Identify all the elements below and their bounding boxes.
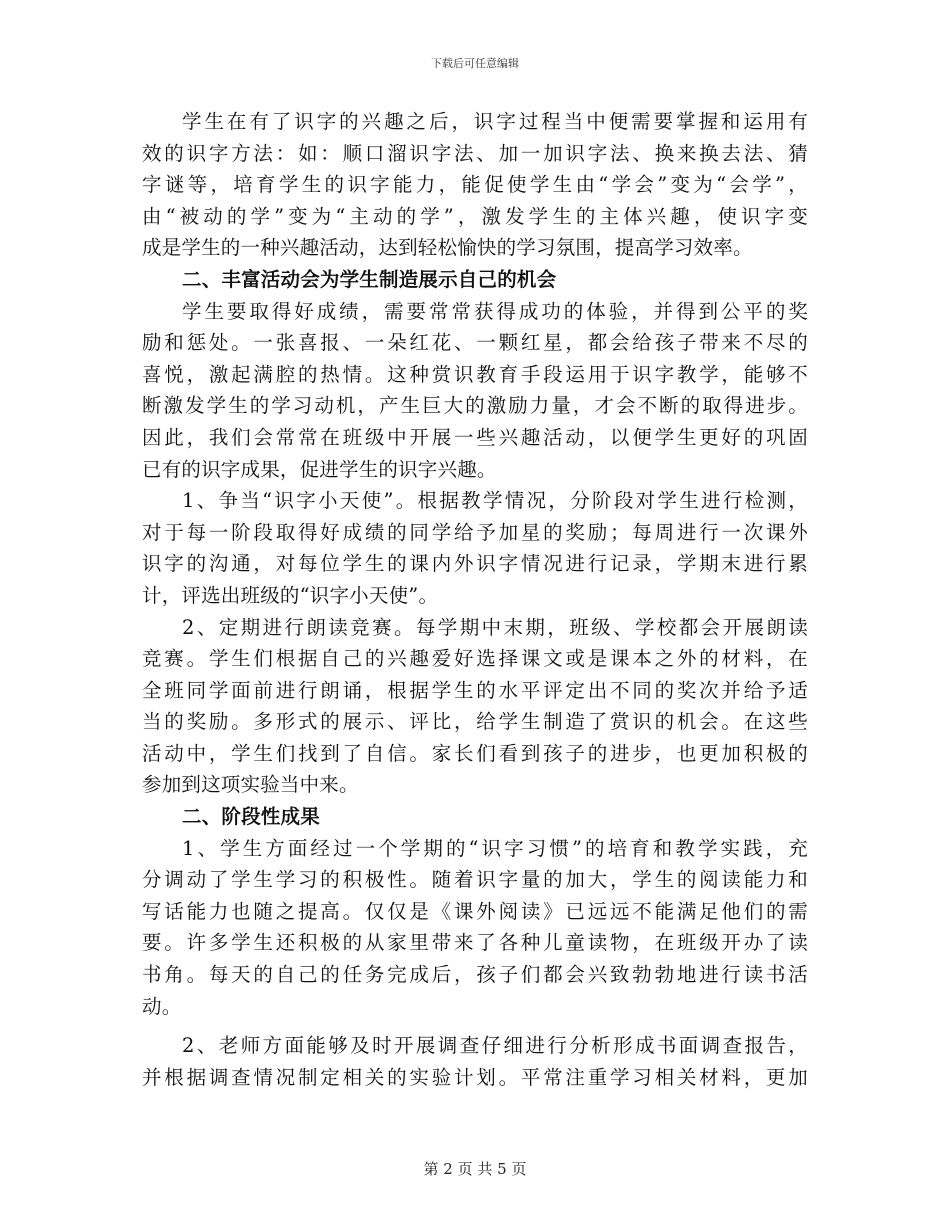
paragraph-line: 当的奖励。多形式的展示、评比，给学生制造了赏识的机会。在这些: [142, 710, 808, 734]
paragraph-line: 要。许多学生还积极的从家里带来了各种儿童读物，在班级开办了读: [142, 931, 808, 955]
paragraph-line: 效的识字方法：如：顺口溜识字法、加一加识字法、换来换去法、猜: [142, 141, 808, 165]
paragraph-line: 写话能力也随之提高。仅仅是《课外阅读》已远远不能满足他们的需: [142, 899, 808, 923]
paragraph-line: 竞赛。学生们根据自己的兴趣爱好选择课文或是课本之外的材料，在: [142, 647, 808, 671]
section-heading: 二、阶段性成果: [182, 805, 320, 829]
paragraph-line: 已有的识字成果，促进学生的识字兴趣。: [142, 457, 497, 481]
paragraph-line: 对于每一阶段取得好成绩的同学给予加星的奖励；每周进行一次课外: [142, 520, 808, 544]
paragraph-line: 参加到这项实验当中来。: [142, 773, 359, 797]
paragraph-line: 成是学生的一种兴趣活动，达到轻松愉快的学习氛围，提高学习效率。: [142, 236, 753, 260]
paragraph-line: 励和惩处。一张喜报、一朵红花、一颗红星，都会给孩子带来不尽的: [142, 331, 808, 355]
section-heading: 二、丰富活动会为学生制造展示自己的机会: [182, 267, 557, 291]
paragraph-line: 学生要取得好成绩，需要常常获得成功的体验，并得到公平的奖: [182, 299, 808, 323]
paragraph-line: 活动中，学生们找到了自信。家长们看到孩子的进步，也更加积极的: [142, 741, 808, 765]
paragraph-line: 2、老师方面能够及时开展调查仔细进行分析形成书面调查报告，: [182, 1034, 808, 1058]
paragraph-line: 2、定期进行朗读竞赛。每学期中末期，班级、学校都会开展朗读: [182, 615, 808, 639]
paragraph-gap: [142, 1022, 808, 1030]
paragraph-line: 由“被动的学”变为“主动的学”，激发学生的主体兴趣，使识字变: [142, 204, 808, 228]
page-header-note: 下载后可任意编辑: [431, 57, 519, 70]
paragraph-line: 动。: [142, 994, 182, 1018]
paragraph-line: 分调动了学生学习的积极性。随着识字量的加大，学生的阅读能力和: [142, 868, 808, 892]
paragraph-line: 1、学生方面经过一个学期的“识字习惯”的培育和教学实践，充: [182, 836, 808, 860]
paragraph-line: 全班同学面前进行朗诵，根据学生的水平评定出不同的奖次并给予适: [142, 678, 808, 702]
paragraph-line: 喜悦，激起满腔的热情。这种赏识教育手段运用于识字教学，能够不: [142, 362, 808, 386]
paragraph-line: 字谜等，培育学生的识字能力，能促使学生由“学会”变为“会学”，: [142, 173, 808, 197]
paragraph-line: 1、争当“识字小天使”。根据教学情况，分阶段对学生进行检测，: [182, 489, 808, 513]
paragraph-line: 书角。每天的自己的任务完成后，孩子们都会兴致勃勃地进行读书活: [142, 963, 808, 987]
page-footer: 第 2 页 共 5 页: [423, 1160, 527, 1178]
document-body: [142, 106, 808, 1093]
paragraph-line: 学生在有了识字的兴趣之后，识字过程当中便需要掌握和运用有: [182, 110, 808, 133]
paragraph-line: 断激发学生的学习动机，产生巨大的激励力量，才会不断的取得进步。: [142, 394, 808, 418]
paragraph-line: 计，评选出班级的“识字小天使”。: [142, 583, 439, 607]
paragraph-line: 因此，我们会常常在班级中开展一些兴趣活动，以便学生更好的巩固: [142, 425, 808, 449]
paragraph-line: 并根据调查情况制定相关的实验计划。平常注重学习相关材料，更加: [142, 1065, 808, 1089]
paragraph-line: 识字的沟通，对每位学生的课内外识字情况进行记录，学期末进行累: [142, 552, 808, 576]
